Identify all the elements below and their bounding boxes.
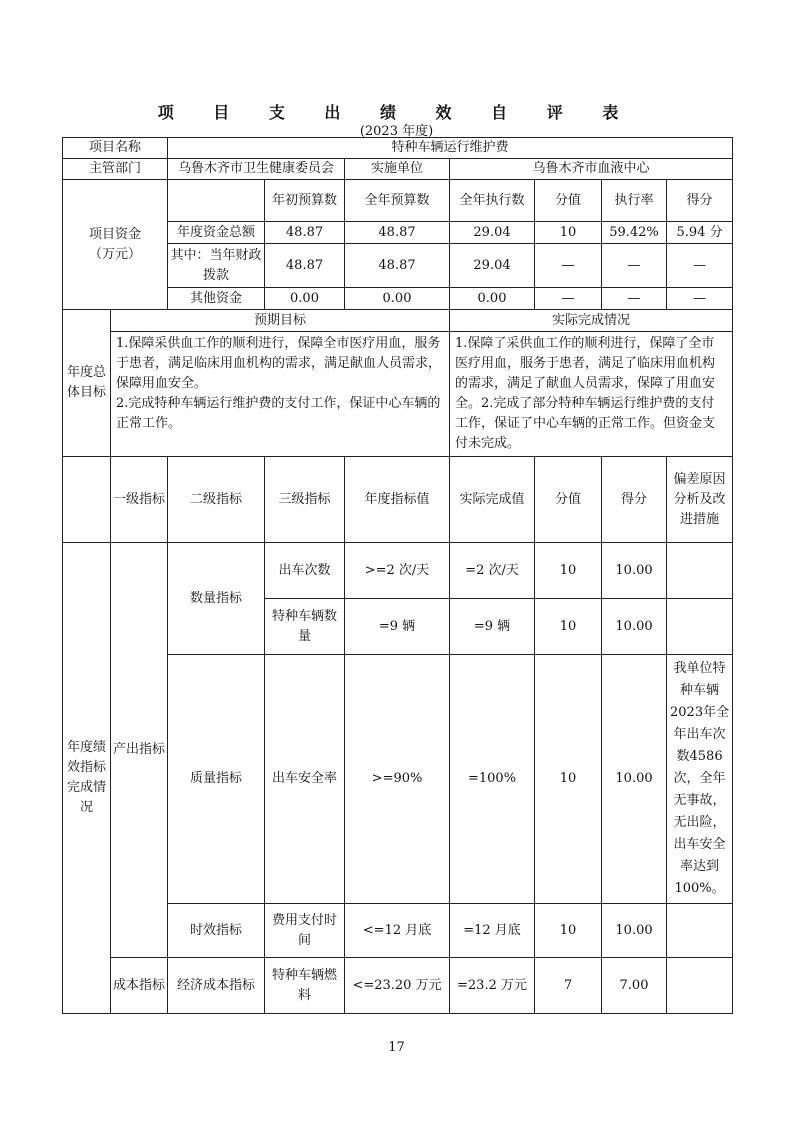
- funds-cell: 29.04: [450, 222, 535, 244]
- project-name: 特种车辆运行维护费: [168, 138, 733, 159]
- funds-row-label: 年度资金总额: [168, 222, 265, 244]
- page-subtitle: (2023 年度): [359, 124, 434, 139]
- funds-cell: 5.94 分: [667, 222, 733, 244]
- actual-result-header: 实际完成情况: [450, 310, 733, 332]
- indicator-header: 二级指标: [168, 457, 265, 543]
- table-row: [63, 180, 733, 222]
- indicator-actual: =100%: [450, 655, 535, 904]
- indicator-target: >=90%: [345, 655, 450, 904]
- dept: 乌鲁木齐市卫生健康委员会: [168, 159, 345, 180]
- page-title: 项 目 支 出 绩 效 自 评 表: [157, 103, 636, 122]
- funds-header: 执行率: [602, 180, 667, 222]
- indicator-l3: 费用支付时间: [265, 904, 345, 958]
- indicator-score: 10: [535, 904, 602, 958]
- indicator-remark: [667, 543, 733, 599]
- indicator-section-label: 年度绩效指标完成情况: [63, 543, 111, 1014]
- indicator-remark: 我单位特种车辆2023年全年出车次数4586次，全年无事故，无出险，出车安全率达到100%。: [667, 655, 733, 904]
- funds-cell: —: [667, 288, 733, 310]
- actual-result-text: 1.保障了采供血工作的顺利进行，保障了全市医疗用血，服务于患者，满足了临床用血机构的需求，满足了献血人员需求，保障了用血安全。2.完成了部分特种车辆运行维护费的支付工作，保证了中心车辆的正常工作。但资金支付未完成。: [450, 332, 733, 457]
- indicator-got: 10.00: [602, 904, 667, 958]
- quality-indicator-label: 质量指标: [168, 655, 265, 904]
- expected-goal-header: 预期目标: [111, 310, 450, 332]
- indicator-score: 10: [535, 599, 602, 655]
- funds-header: 得分: [667, 180, 733, 222]
- indicator-score: 10: [535, 655, 602, 904]
- funds-cell: —: [667, 244, 733, 288]
- table-row: [63, 138, 733, 159]
- funds-cell: —: [602, 244, 667, 288]
- funds-cell: —: [602, 288, 667, 310]
- indicator-score: 7: [535, 958, 602, 1014]
- funds-cell: 10: [535, 222, 602, 244]
- cost-indicator-label: 成本指标: [111, 958, 168, 1014]
- project-name-label: 项目名称: [63, 138, 168, 159]
- indicator-header: 实际完成值: [450, 457, 535, 543]
- funds-header: 全年预算数: [345, 180, 450, 222]
- funds-header-blank: [168, 180, 265, 222]
- indicator-l3: 特种车辆数量: [265, 599, 345, 655]
- funds-row-label: 其他资金: [168, 288, 265, 310]
- funds-cell: —: [535, 244, 602, 288]
- indicator-actual: =23.2 万元: [450, 958, 535, 1014]
- funds-header: 年初预算数: [265, 180, 345, 222]
- indicator-l3: 特种车辆燃料: [265, 958, 345, 1014]
- funds-cell: 48.87: [345, 222, 450, 244]
- page-number: 17: [388, 1040, 405, 1055]
- output-indicator-label: 产出指标: [111, 543, 168, 958]
- funds-cell: 29.04: [450, 244, 535, 288]
- economic-cost-indicator-label: 经济成本指标: [168, 958, 265, 1014]
- indicator-remark: [667, 904, 733, 958]
- funds-cell: 0.00: [450, 288, 535, 310]
- dept-label: 主管部门: [63, 159, 168, 180]
- indicator-actual: =2 次/天: [450, 543, 535, 599]
- funds-cell: 0.00: [345, 288, 450, 310]
- indicator-remark: [667, 958, 733, 1014]
- indicator-got: 10.00: [602, 543, 667, 599]
- funds-cell: —: [535, 288, 602, 310]
- funds-cell: 48.87: [265, 222, 345, 244]
- indicator-actual: =9 辆: [450, 599, 535, 655]
- goals-label: 年度总体目标: [63, 310, 111, 457]
- funds-label: [63, 180, 168, 310]
- indicator-got: 10.00: [602, 655, 667, 904]
- indicator-target: <=12 月底: [345, 904, 450, 958]
- indicator-actual: =12 月底: [450, 904, 535, 958]
- funds-row-label: 其中：当年财政拨款: [168, 244, 265, 288]
- funds-cell: 48.87: [265, 244, 345, 288]
- indicator-header: 分值: [535, 457, 602, 543]
- indicator-header: 一级指标: [111, 457, 168, 543]
- funds-label-line1: 项目资金: [89, 226, 142, 242]
- impl-label: 实施单位: [345, 159, 450, 180]
- expected-goal-text: 1.保障采供血工作的顺利进行，保障全市医疗用血，服务于患者，满足临床用血机构的需求，满足献血人员需求，保障用血安全。 2.完成特种车辆运行维护费的支付工作，保证中心车辆的正常工作。: [111, 332, 450, 457]
- table-row: [63, 332, 733, 457]
- indicator-header: 年度指标值: [345, 457, 450, 543]
- indicator-score: 10: [535, 543, 602, 599]
- funds-header: 全年执行数: [450, 180, 535, 222]
- impl: 乌鲁木齐市血液中心: [450, 159, 733, 180]
- indicator-header: 偏差原因分析及改进措施: [667, 457, 733, 543]
- evaluation-table: [62, 137, 733, 1014]
- indicator-header: 三级指标: [265, 457, 345, 543]
- funds-header: 分值: [535, 180, 602, 222]
- indicator-l3: 出车安全率: [265, 655, 345, 904]
- indicator-got: 10.00: [602, 599, 667, 655]
- table-row: [63, 310, 733, 332]
- table-row: [63, 457, 733, 543]
- indicator-header-blank: [63, 457, 111, 543]
- funds-cell: 59.42%: [602, 222, 667, 244]
- indicator-l3: 出车次数: [265, 543, 345, 599]
- indicator-header: 得分: [602, 457, 667, 543]
- indicator-got: 7.00: [602, 958, 667, 1014]
- indicator-remark: [667, 599, 733, 655]
- funds-cell: 0.00: [265, 288, 345, 310]
- funds-label-line2: （万元）: [89, 246, 142, 262]
- table-row: [63, 543, 733, 599]
- quantity-indicator-label: 数量指标: [168, 543, 265, 655]
- table-row: [63, 958, 733, 1014]
- indicator-target: <=23.20 万元: [345, 958, 450, 1014]
- indicator-target: =9 辆: [345, 599, 450, 655]
- timeliness-indicator-label: 时效指标: [168, 904, 265, 958]
- indicator-target: >=2 次/天: [345, 543, 450, 599]
- table-row: [63, 159, 733, 180]
- funds-cell: 48.87: [345, 244, 450, 288]
